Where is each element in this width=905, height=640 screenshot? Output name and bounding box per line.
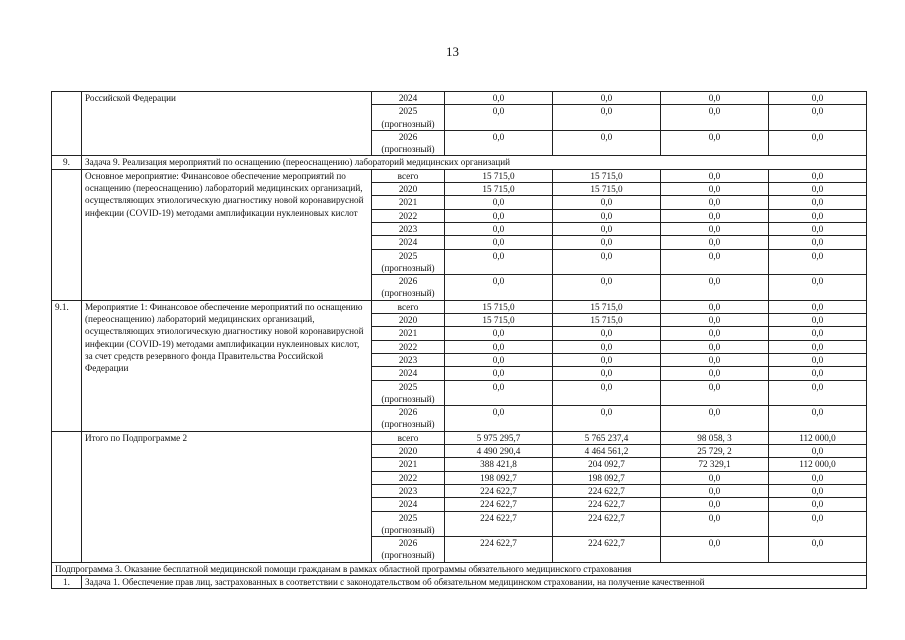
value-cell: 224 622,7: [445, 511, 553, 537]
value-cell: 15 715,0: [553, 300, 661, 313]
item-name-cell: Мероприятие 1: Финансовое обеспечение мероприятий по оснащению (переоснащению) лабораторий медицинских организаций, осуществляющих этиологическую диагностику новой коронавирусной инфекции (COVID-19) методами амплификации нуклеиновых кислот, за счет средств резервного фонда Правительства Российской Федерации: [82, 300, 372, 431]
item-name-cell: Итого по Подпрограмме 2: [82, 431, 372, 562]
value-cell: 0,0: [769, 498, 867, 511]
row-number-cell: 9.1.: [52, 300, 82, 431]
year-cell: 2023: [372, 484, 445, 497]
value-cell: 0,0: [769, 327, 867, 340]
value-cell: 204 092,7: [553, 458, 661, 471]
year-cell: 2022: [372, 209, 445, 222]
value-cell: 5 975 295,7: [445, 431, 553, 444]
year-cell: всего: [372, 431, 445, 444]
value-cell: 0,0: [445, 367, 553, 380]
value-cell: 0,0: [769, 183, 867, 196]
value-cell: 0,0: [553, 327, 661, 340]
value-cell: 0,0: [769, 130, 867, 156]
year-cell: 2020: [372, 314, 445, 327]
year-cell: 2026 (прогнозный): [372, 130, 445, 156]
value-cell: 0,0: [661, 275, 769, 301]
value-cell: 224 622,7: [553, 537, 661, 563]
value-cell: 0,0: [769, 196, 867, 209]
task-1-row-number: 1.: [52, 575, 82, 588]
year-cell: 2021: [372, 196, 445, 209]
value-cell: 0,0: [553, 92, 661, 105]
value-cell: 0,0: [661, 130, 769, 156]
value-cell: 0,0: [553, 406, 661, 432]
value-cell: 0,0: [553, 222, 661, 235]
value-cell: 0,0: [661, 367, 769, 380]
value-cell: 0,0: [661, 196, 769, 209]
value-cell: 0,0: [769, 249, 867, 275]
subprogram-3-row-title: Подпрограмма 3. Оказание бесплатной медицинской помощи гражданам в рамках областной программы обязательного медицинского страхования: [52, 562, 867, 575]
value-cell: 0,0: [553, 249, 661, 275]
year-cell: 2023: [372, 353, 445, 366]
value-cell: 0,0: [661, 498, 769, 511]
value-cell: 0,0: [553, 340, 661, 353]
value-cell: 15 715,0: [445, 300, 553, 313]
year-cell: 2023: [372, 222, 445, 235]
value-cell: 0,0: [769, 367, 867, 380]
value-cell: 224 622,7: [553, 484, 661, 497]
value-cell: 0,0: [769, 275, 867, 301]
task-9-row-number: 9.: [52, 156, 82, 169]
table-row: [52, 300, 867, 313]
value-cell: 0,0: [769, 353, 867, 366]
value-cell: 198 092,7: [553, 471, 661, 484]
value-cell: 0,0: [445, 130, 553, 156]
value-cell: 0,0: [661, 511, 769, 537]
year-cell: 2020: [372, 445, 445, 458]
year-cell: 2020: [372, 183, 445, 196]
value-cell: 0,0: [553, 275, 661, 301]
value-cell: 0,0: [769, 406, 867, 432]
year-cell: 2022: [372, 471, 445, 484]
value-cell: 0,0: [661, 314, 769, 327]
value-cell: 0,0: [769, 222, 867, 235]
value-cell: 0,0: [769, 209, 867, 222]
value-cell: 224 622,7: [553, 511, 661, 537]
task-9-row: [52, 156, 867, 169]
value-cell: 5 765 237,4: [553, 431, 661, 444]
value-cell: 388 421,8: [445, 458, 553, 471]
value-cell: 0,0: [661, 484, 769, 497]
value-cell: 112 000,0: [769, 431, 867, 444]
value-cell: 0,0: [445, 249, 553, 275]
value-cell: 224 622,7: [553, 498, 661, 511]
value-cell: 4 464 561,2: [553, 445, 661, 458]
value-cell: 0,0: [445, 209, 553, 222]
year-cell: 2026 (прогнозный): [372, 537, 445, 563]
value-cell: 15 715,0: [445, 314, 553, 327]
year-cell: 2025 (прогнозный): [372, 105, 445, 131]
year-cell: 2025 (прогнозный): [372, 249, 445, 275]
row-number-cell: [52, 92, 82, 156]
row-number-cell: [52, 431, 82, 562]
value-cell: 0,0: [445, 380, 553, 406]
year-cell: 2024: [372, 498, 445, 511]
year-cell: 2025 (прогнозный): [372, 511, 445, 537]
value-cell: 0,0: [445, 196, 553, 209]
value-cell: 0,0: [769, 445, 867, 458]
value-cell: 0,0: [553, 105, 661, 131]
value-cell: 0,0: [769, 236, 867, 249]
value-cell: 25 729, 2: [661, 445, 769, 458]
year-cell: 2021: [372, 458, 445, 471]
value-cell: 0,0: [769, 169, 867, 182]
table-row: [52, 169, 867, 182]
year-cell: всего: [372, 300, 445, 313]
value-cell: 224 622,7: [445, 537, 553, 563]
value-cell: 0,0: [445, 105, 553, 131]
value-cell: 0,0: [769, 92, 867, 105]
value-cell: 98 058, 3: [661, 431, 769, 444]
value-cell: 0,0: [769, 484, 867, 497]
value-cell: 0,0: [445, 92, 553, 105]
task-9-row-title: Задача 9. Реализация мероприятий по оснащению (переоснащению) лабораторий медицинских организаций: [82, 156, 867, 169]
value-cell: 0,0: [553, 353, 661, 366]
value-cell: 0,0: [661, 209, 769, 222]
value-cell: 0,0: [553, 196, 661, 209]
value-cell: 0,0: [661, 183, 769, 196]
value-cell: 0,0: [769, 314, 867, 327]
value-cell: 0,0: [445, 353, 553, 366]
value-cell: 0,0: [445, 236, 553, 249]
row-number-cell: [52, 169, 82, 300]
value-cell: 224 622,7: [445, 498, 553, 511]
value-cell: 0,0: [661, 537, 769, 563]
value-cell: 0,0: [661, 222, 769, 235]
value-cell: 0,0: [769, 380, 867, 406]
value-cell: 198 092,7: [445, 471, 553, 484]
year-cell: 2026 (прогнозный): [372, 406, 445, 432]
item-name-cell: Российской Федерации: [82, 92, 372, 156]
value-cell: 15 715,0: [553, 183, 661, 196]
item-name-cell: Основное мероприятие: Финансовое обеспечение мероприятий по оснащению (переоснащению) лабораторий медицинских организаций, осуществляющих этиологическую диагностику новой коронавирусной инфекции (COVID-19) методами амплификации нуклеиновых кислот: [82, 169, 372, 300]
page-number: 13: [446, 44, 459, 59]
value-cell: 0,0: [553, 236, 661, 249]
value-cell: 0,0: [769, 340, 867, 353]
value-cell: 0,0: [445, 327, 553, 340]
value-cell: 0,0: [661, 471, 769, 484]
value-cell: 0,0: [661, 92, 769, 105]
year-cell: 2025 (прогнозный): [372, 380, 445, 406]
value-cell: 0,0: [661, 169, 769, 182]
year-cell: всего: [372, 169, 445, 182]
value-cell: 0,0: [553, 130, 661, 156]
task-1-row: [52, 575, 867, 588]
value-cell: 0,0: [661, 353, 769, 366]
value-cell: 4 490 290,4: [445, 445, 553, 458]
year-cell: 2022: [372, 340, 445, 353]
value-cell: 0,0: [661, 300, 769, 313]
value-cell: 224 622,7: [445, 484, 553, 497]
value-cell: 15 715,0: [553, 169, 661, 182]
value-cell: 0,0: [769, 537, 867, 563]
task-1-row-title: Задача 1. Обеспечение прав лиц, застрахованных в соответствии с законодательством об обязательном медицинском страховании, на получение качественной: [82, 575, 867, 588]
value-cell: 0,0: [553, 380, 661, 406]
value-cell: 15 715,0: [445, 183, 553, 196]
value-cell: 0,0: [553, 367, 661, 380]
table-row: [52, 431, 867, 444]
value-cell: 0,0: [661, 249, 769, 275]
value-cell: 0,0: [661, 236, 769, 249]
value-cell: 0,0: [445, 340, 553, 353]
value-cell: 0,0: [661, 105, 769, 131]
value-cell: 15 715,0: [445, 169, 553, 182]
year-cell: 2021: [372, 327, 445, 340]
subprogram-3-row: [52, 562, 867, 575]
value-cell: 0,0: [445, 222, 553, 235]
value-cell: 0,0: [445, 275, 553, 301]
year-cell: 2024: [372, 236, 445, 249]
value-cell: 15 715,0: [553, 314, 661, 327]
value-cell: 0,0: [769, 105, 867, 131]
value-cell: 0,0: [661, 327, 769, 340]
value-cell: 0,0: [553, 209, 661, 222]
value-cell: 0,0: [661, 406, 769, 432]
year-cell: 2024: [372, 367, 445, 380]
value-cell: 0,0: [661, 380, 769, 406]
table-body: [52, 92, 867, 589]
value-cell: 0,0: [769, 300, 867, 313]
table-row: [52, 92, 867, 105]
year-cell: 2026 (прогнозный): [372, 275, 445, 301]
value-cell: 0,0: [445, 406, 553, 432]
budget-table: [51, 91, 867, 589]
value-cell: 0,0: [661, 340, 769, 353]
value-cell: 0,0: [769, 511, 867, 537]
value-cell: 112 000,0: [769, 458, 867, 471]
year-cell: 2024: [372, 92, 445, 105]
value-cell: 0,0: [769, 471, 867, 484]
value-cell: 72 329,1: [661, 458, 769, 471]
